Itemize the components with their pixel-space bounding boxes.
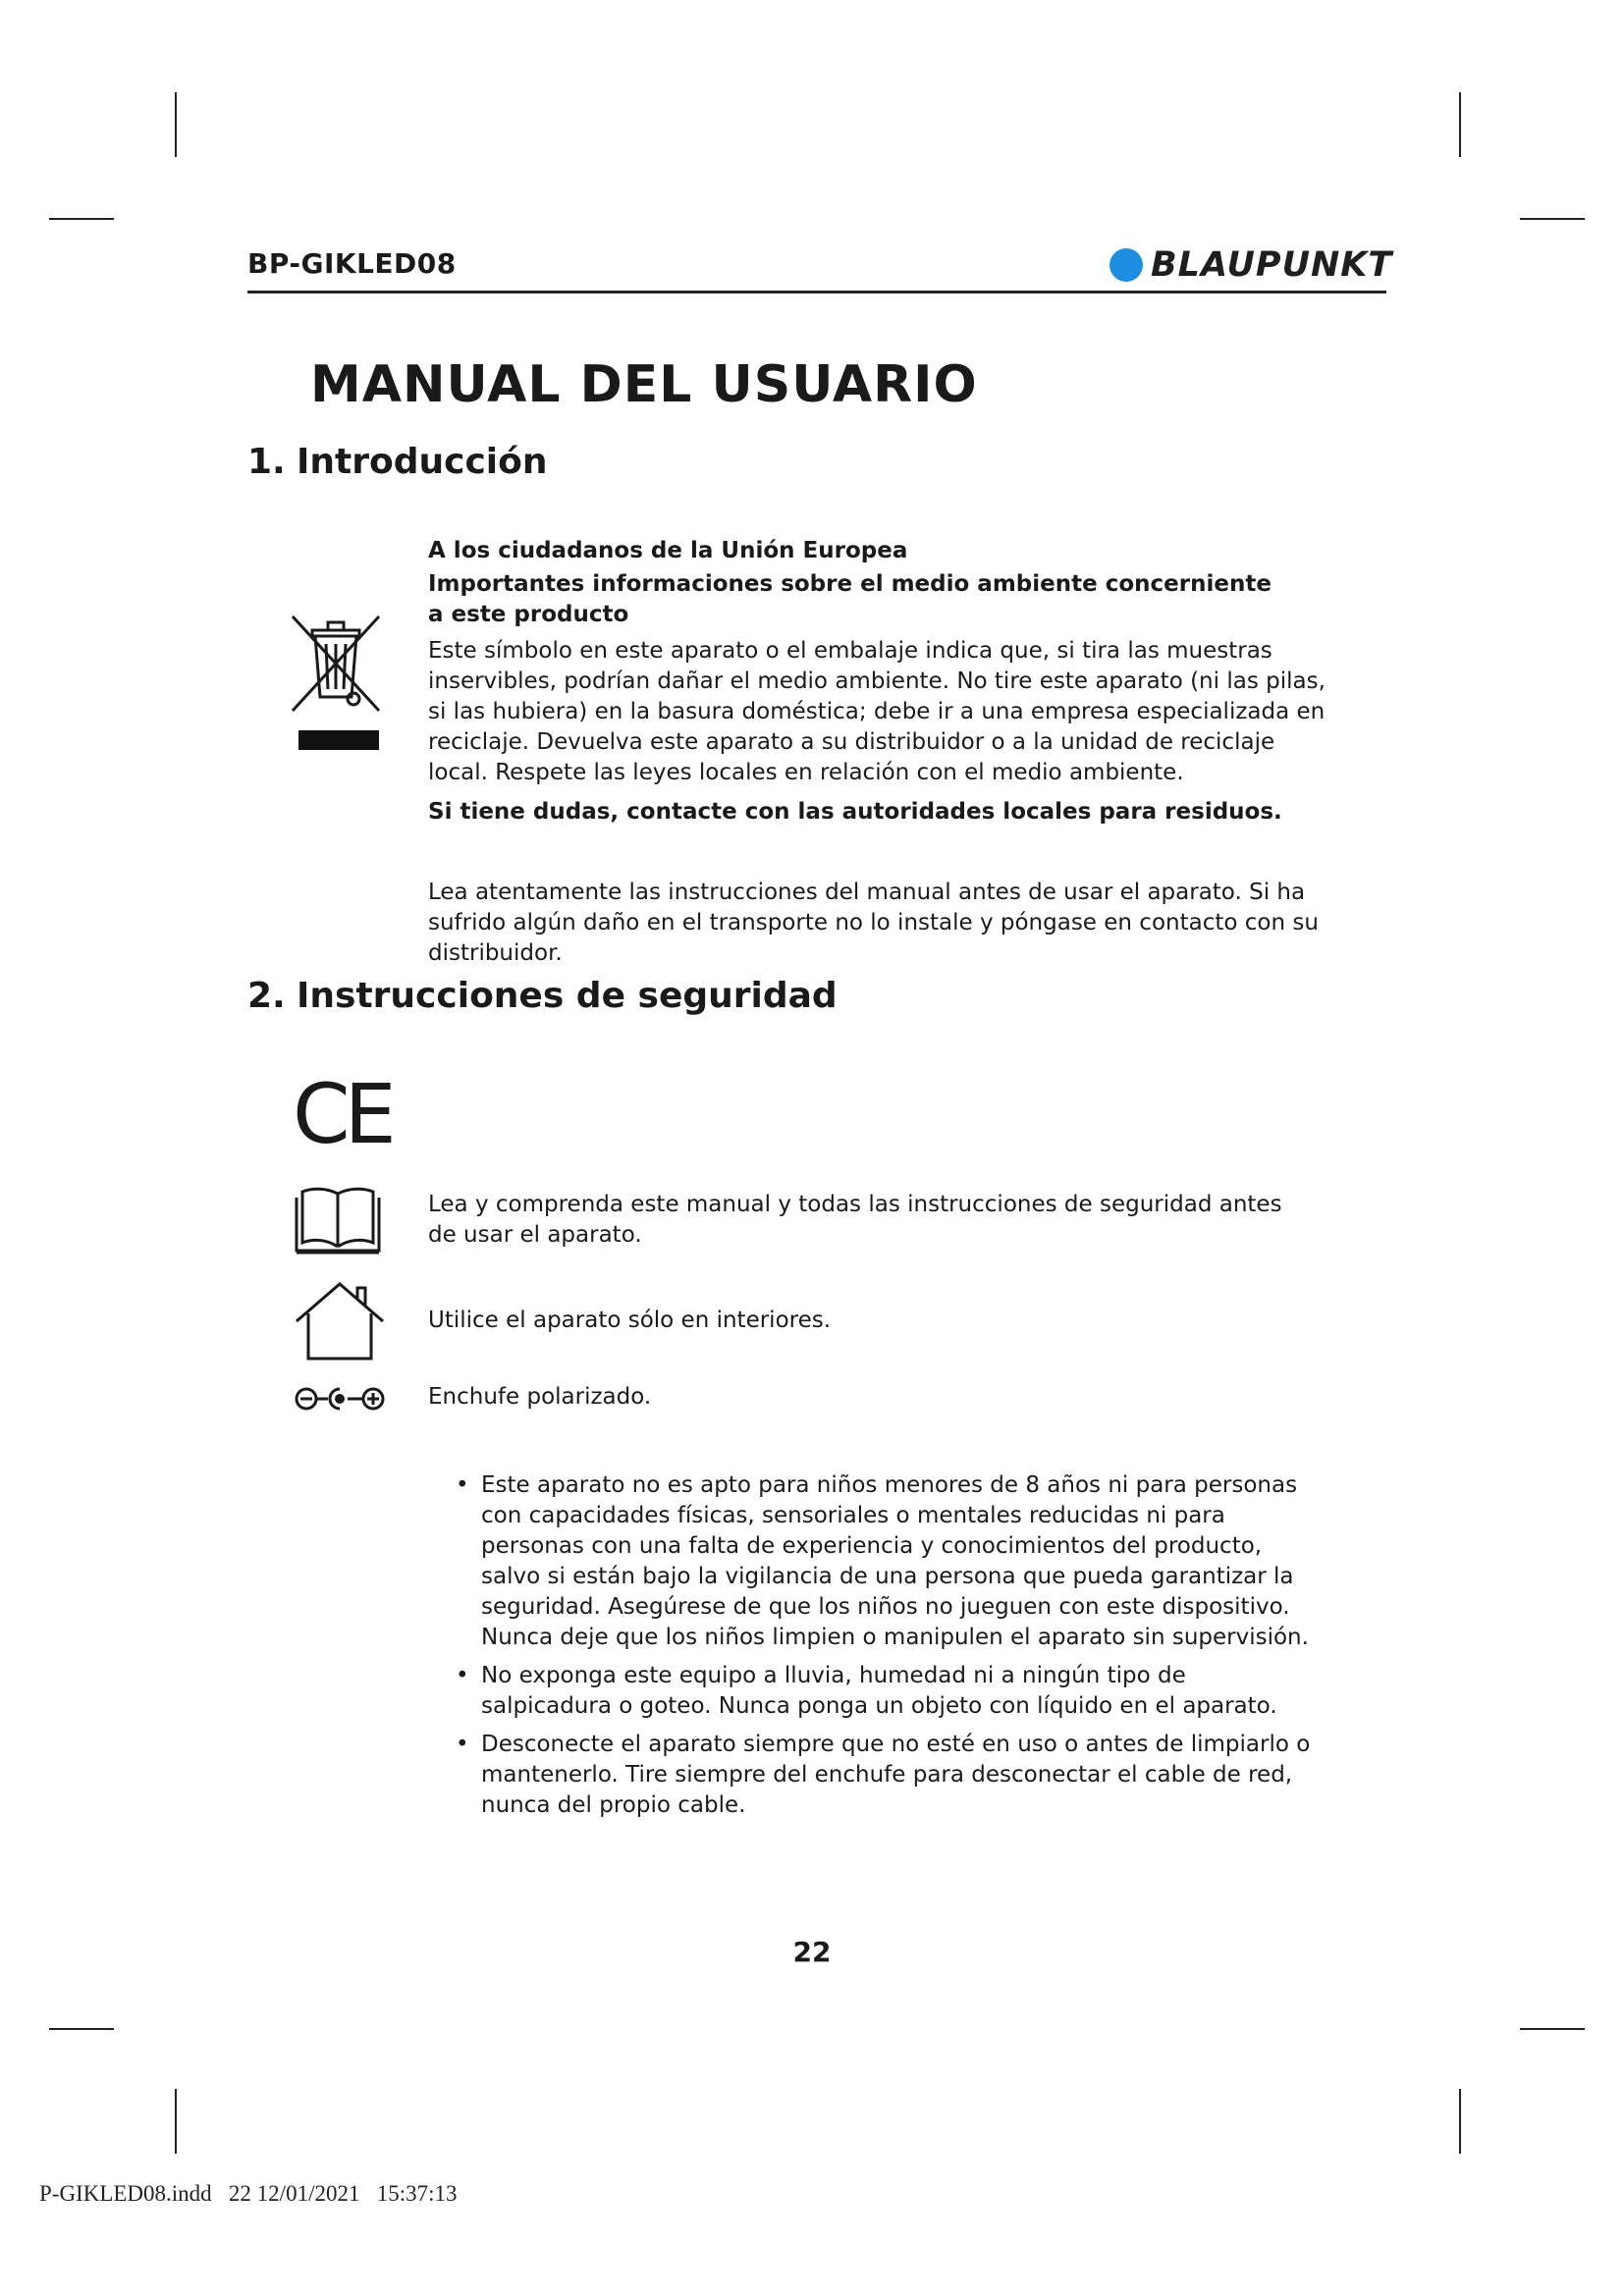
safety-bullet-list xyxy=(434,1470,1318,1829)
polarity-icon xyxy=(293,1384,387,1414)
crop-mark-top-right xyxy=(1459,92,1461,157)
indoor-house-icon xyxy=(293,1280,387,1362)
section-1-heading xyxy=(247,442,548,482)
section-2-heading xyxy=(247,976,838,1016)
bullet-icon: • xyxy=(456,1472,469,1498)
symbol-text-manual: Lea y comprenda este manual y todas las instrucciones de seguridad antes de usar el aparato. xyxy=(428,1192,1282,1248)
section-1-title: Introducción xyxy=(297,442,548,482)
page-number: 22 xyxy=(792,1936,832,1968)
bullet-text: Este aparato no es apto para niños menores de 8 años ni para personas con capacidades físicas, sensoriales o mentales reducidas ni para personas con una falta de experiencia y conocimientos del producto, salvo si están bajo la vigilancia de una persona que pueda garantizar la seguridad. Asegúrese de que los niños no jueguen con este dispositivo. Nunca deje que los niños limpien o manipulen el aparato sin supervisión. xyxy=(481,1472,1309,1650)
bullet-text: Desconecte el aparato siempre que no esté en uso o antes de limpiarlo o mantenerlo. Tire siempre del enchufe para desconectar el cable de red, nunca del propio cable. xyxy=(481,1732,1311,1818)
list-item xyxy=(434,1661,1318,1722)
weee-crossed-bin-icon xyxy=(287,609,385,756)
crop-mark-bottom-left xyxy=(175,2089,177,2154)
bullet-icon: • xyxy=(456,1732,469,1757)
crop-mark-top-left xyxy=(175,92,177,157)
brand-name: BLAUPUNKT xyxy=(1151,245,1393,285)
list-item xyxy=(434,1470,1318,1653)
symbol-text-polarity: Enchufe polarizado. xyxy=(428,1384,652,1410)
ce-mark-icon: CE xyxy=(293,1066,391,1162)
weee-body-text: Este símbolo en este aparato o el embalaje indica que, si tira las muestras inservibles, podrían dañar el medio ambiente. No tire este aparato (ni las pilas, si las hubiera) en la basura doméstica; debe ir a una empresa especializada en reciclaje. Devuelva este aparato a su distribuidor o a la unidad de reciclaje local. Respete las leyes locales en relación con el medio ambiente. xyxy=(428,638,1326,785)
crop-mark-bottom-right xyxy=(1459,2089,1461,2154)
header-divider xyxy=(247,291,1386,294)
read-instructions-note: Lea atentamente las instrucciones del manual antes de usar el aparato. Si ha sufrido algún daño en el transporte no lo instale y póngase en contacto con su distribuidor. xyxy=(428,880,1319,966)
symbol-text-indoor: Utilice el aparato sólo en interiores. xyxy=(428,1308,832,1333)
brand-logo xyxy=(1110,243,1392,287)
crop-mark-left-bottom xyxy=(49,2028,114,2030)
brand-dot-icon xyxy=(1110,248,1143,282)
weee-contact-note: Si tiene dudas, contacte con las autoridades locales para residuos. xyxy=(428,799,1282,825)
weee-heading-environment: Importantes informaciones sobre el medio ambiente concerniente a este producto xyxy=(428,571,1272,627)
bullet-text: No exponga este equipo a lluvia, humedad ni a ningún tipo de salpicadura o goteo. Nunca ponga un objeto con líquido en el aparato. xyxy=(481,1663,1277,1719)
print-slug: P-GIKLED08.indd 22 12/01/2021 15:37:13 xyxy=(39,2181,458,2206)
crop-mark-right-bottom xyxy=(1520,2028,1585,2030)
section-1-number: 1. xyxy=(247,442,286,482)
list-item xyxy=(434,1730,1318,1821)
section-2-title: Instrucciones de seguridad xyxy=(297,976,838,1016)
bullet-icon: • xyxy=(456,1663,469,1688)
manual-book-icon xyxy=(291,1184,385,1256)
crop-mark-left-top xyxy=(49,218,114,220)
weee-heading-eu: A los ciudadanos de la Unión Europea xyxy=(428,538,908,563)
page-title: MANUAL DEL USUARIO xyxy=(310,355,978,414)
crop-mark-right-top xyxy=(1520,218,1585,220)
section-2-number: 2. xyxy=(247,976,286,1016)
model-code: BP-GIKLED08 xyxy=(247,247,457,280)
